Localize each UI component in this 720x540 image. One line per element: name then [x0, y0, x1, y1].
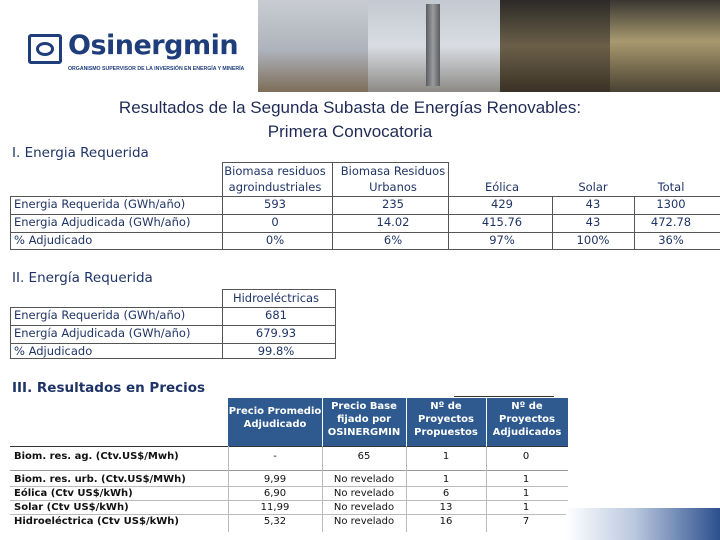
- cell: 472.78: [650, 215, 692, 229]
- divider: [406, 446, 407, 532]
- divider: [448, 162, 449, 250]
- cell: 1: [522, 474, 530, 485]
- cell: 14.02: [376, 215, 410, 229]
- header-line: Proyectos: [418, 414, 474, 425]
- divider: [332, 162, 333, 250]
- header-line: Precio Promedio: [228, 406, 322, 417]
- row-label-percent: % Adjudicado: [14, 344, 93, 358]
- section3-title: [12, 380, 205, 396]
- divider: [486, 446, 487, 532]
- cell: No revelado: [333, 502, 395, 513]
- divider: [222, 289, 336, 290]
- cell: 65: [357, 451, 371, 462]
- divider: [10, 196, 11, 250]
- header-line: Adjudicados: [492, 427, 562, 438]
- divider: [10, 307, 11, 359]
- divider: [222, 162, 448, 163]
- divider: [222, 162, 223, 250]
- title-line-2: Primera Convocatoria: [267, 122, 433, 141]
- logo-text: Osinergmin: [68, 30, 239, 61]
- row-label-awarded: Energía Adjudicada (GWh/año): [14, 326, 191, 340]
- cell: 0%: [265, 233, 285, 247]
- divider: [552, 196, 553, 250]
- cell: 16: [439, 516, 453, 527]
- col-header-biomasa-agro-line1: Biomasa residuos: [224, 164, 326, 178]
- col-header-biomasa-urb-line1: Biomasa Residuos: [340, 164, 446, 178]
- cell: 1: [442, 474, 450, 485]
- cell: 43: [585, 197, 601, 211]
- row-label: Biom. res. urb. (Ctv.US$/MWh): [14, 474, 186, 485]
- logo-mark-icon: [28, 34, 62, 64]
- cell: 235: [382, 197, 404, 211]
- row-label-required: Energía Requerida (GWh/año): [14, 308, 186, 322]
- cell: 681: [265, 308, 287, 322]
- row-label: Eólica (Ctv US$/kWh): [14, 488, 133, 499]
- cell: 99.8%: [257, 344, 295, 358]
- drilling-rig-photo: [368, 0, 500, 92]
- cell: 593: [264, 197, 286, 211]
- cell: 1: [522, 502, 530, 513]
- cell: 1300: [656, 197, 686, 211]
- header-photo-strip: [258, 0, 720, 92]
- cell: No revelado: [333, 516, 395, 527]
- cell: 679.93: [255, 326, 297, 340]
- divider: [10, 307, 336, 308]
- divider: [10, 358, 336, 359]
- header-line: Proyectos: [499, 414, 555, 425]
- divider: [322, 446, 323, 532]
- col-header-proyectos-propuestos: [406, 400, 486, 439]
- divider: [10, 514, 568, 515]
- cell: 429: [491, 197, 513, 211]
- row-label: Biom. res. ag. (Ctv.US$/Mwh): [14, 451, 179, 462]
- row-label-awarded: Energia Adjudicada (GWh/año): [14, 215, 191, 229]
- cell: 6,90: [263, 488, 287, 499]
- divider: [10, 232, 720, 233]
- cell: 0: [271, 215, 279, 229]
- divider: [10, 446, 568, 447]
- col-header-hidroelectricas: Hidroeléctricas: [232, 291, 320, 305]
- divider: [10, 500, 568, 501]
- divider: [228, 446, 229, 532]
- cell: 100%: [576, 233, 610, 247]
- divider: [10, 486, 568, 487]
- mine-workers-photo: [500, 0, 610, 92]
- row-label: Solar (Ctv US$/kWh): [14, 502, 129, 513]
- divider: [10, 470, 568, 471]
- row-label-percent: % Adjudicado: [14, 233, 93, 247]
- cell: 415.76: [481, 215, 523, 229]
- row-label: Hidroeléctrica (Ctv US$/kWh): [14, 516, 179, 527]
- header-line: Precio Base: [331, 401, 397, 412]
- divider: [454, 396, 554, 397]
- header-line: fijado por: [336, 414, 392, 425]
- row-label-required: Energia Requerida (GWh/año): [14, 197, 186, 211]
- cell: 0: [522, 451, 530, 462]
- header-line: Propuestos: [414, 427, 478, 438]
- section3-title-text: III. Resultados en Precios: [12, 380, 206, 396]
- cell: 36%: [658, 233, 684, 247]
- cell: 5,32: [263, 516, 287, 527]
- col-header-eolica: Eólica: [484, 180, 520, 194]
- mine-tunnel-photo: [610, 0, 720, 92]
- cell: 11,99: [260, 502, 290, 513]
- col-header-total: Total: [657, 180, 685, 194]
- divider: [10, 249, 720, 250]
- title-line-1: Resultados de la Segunda Subasta de Energías Renovables:: [118, 98, 582, 117]
- divider: [335, 289, 336, 359]
- cell: No revelado: [333, 474, 395, 485]
- cell: 43: [585, 215, 601, 229]
- divider: [10, 214, 720, 215]
- col-header-solar: Solar: [578, 180, 608, 194]
- mountain-landscape-photo: [258, 0, 368, 92]
- header-line: Nº de: [430, 401, 462, 412]
- header-line: Nº de: [511, 401, 543, 412]
- logo-tagline: ORGANISMO SUPERVISOR DE LA INVERSIÓN EN ENERGÍA Y MINERÍA: [68, 66, 245, 72]
- cell: 13: [439, 502, 453, 513]
- section1-title: I. Energia Requerida: [12, 145, 149, 161]
- cell: 6%: [383, 233, 403, 247]
- divider: [10, 196, 720, 197]
- col-header-proyectos-adjudicados: [486, 400, 568, 439]
- cell: -: [273, 451, 277, 462]
- page-title: [40, 96, 660, 144]
- divider: [10, 343, 336, 344]
- cell: 7: [522, 516, 530, 527]
- col-header-precio-base: [322, 400, 406, 439]
- col-header-biomasa-agro-line2: agroindustriales: [228, 180, 322, 194]
- cell: 1: [442, 451, 450, 462]
- cell: 9,99: [263, 474, 287, 485]
- cell: No revelado: [333, 488, 395, 499]
- divider: [634, 196, 635, 250]
- col-header-biomasa-urb-line2: Urbanos: [369, 180, 417, 194]
- cell: 97%: [489, 233, 515, 247]
- cell: 6: [442, 488, 450, 499]
- col-header-precio-promedio: [228, 405, 322, 431]
- cell: 1: [522, 488, 530, 499]
- header-line: OSINERGMIN: [327, 427, 401, 438]
- osinergmin-logo: [28, 30, 260, 80]
- header-line: Adjudicado: [243, 419, 307, 430]
- footer-gradient-bar: [566, 508, 720, 540]
- divider: [10, 325, 336, 326]
- section2-title: II. Energía Requerida: [12, 270, 153, 286]
- divider: [222, 289, 223, 359]
